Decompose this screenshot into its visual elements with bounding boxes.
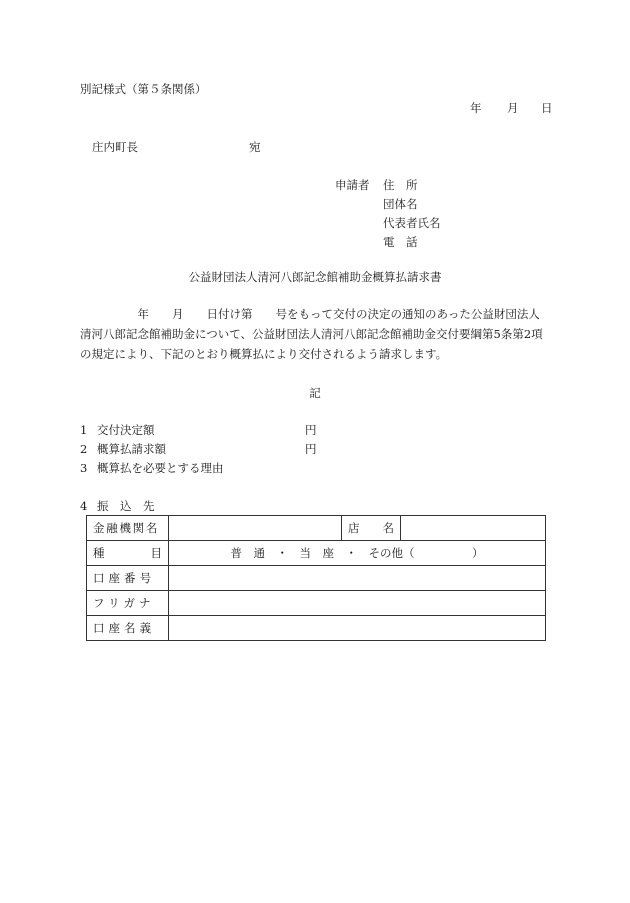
body-line: 年 月 日付け第 号をもって交付の決定の通知のあった公益財団法人 [80,307,540,321]
form-label: 別記様式（第５条関係） [80,82,207,96]
applicant-group: 団体名 [383,197,418,211]
account-type-options[interactable]: 普 通 ・ 当 座 ・ その他（ ） [169,541,546,566]
date-year: 年 [470,101,482,115]
item-2-unit: 円 [305,442,317,456]
bank-heading-num: 4 [80,499,88,513]
body-line: の規定により、下記のとおり概算払により交付されるよう請求します。 [80,347,448,361]
item-1-label: 交付決定額 [97,423,155,437]
date-month: 月 [507,101,519,115]
furigana-label: フリガナ [87,591,169,616]
bank-heading: 振 込 先 [97,499,155,513]
applicant-label: 申請者 [335,178,370,192]
account-number-label: 口座番号 [87,566,169,591]
addressee-name: 庄内町長 [92,140,138,154]
item-3-label: 概算払を必要とする理由 [97,461,224,475]
item-3-num: 3 [80,461,88,475]
bank-name-field[interactable] [169,516,342,541]
branch-label: 店 名 [342,516,401,541]
applicant-phone: 電 話 [383,235,418,249]
table-row [87,591,546,616]
body-text [80,304,550,364]
furigana-field[interactable] [169,591,546,616]
account-holder-field[interactable] [169,616,546,641]
item-1-num: 1 [80,423,88,437]
applicant-representative: 代表者氏名 [383,216,441,230]
table-row [87,616,546,641]
date-day: 日 [541,101,553,115]
branch-field[interactable] [401,516,546,541]
item-2-label: 概算払請求額 [97,442,166,456]
addressee-suffix: 宛 [249,140,261,154]
bank-transfer-table [86,515,546,641]
table-row [87,541,546,566]
document-title: 公益財団法人清河八郎記念館補助金概算払請求書 [188,270,442,284]
account-type-label: 種 目 [87,541,169,566]
table-row [87,566,546,591]
bank-name-label: 金融機関名 [87,516,169,541]
account-number-field[interactable] [169,566,546,591]
body-line: 清河八郎記念館補助金について、公益財団法人清河八郎記念館補助金交付要綱第5条第2項 [80,327,543,341]
table-row [87,516,546,541]
ki-heading: 記 [309,386,321,400]
item-2-num: 2 [80,442,88,456]
account-holder-label: 口座名義 [87,616,169,641]
item-1-unit: 円 [305,423,317,437]
applicant-address: 住 所 [383,178,418,192]
